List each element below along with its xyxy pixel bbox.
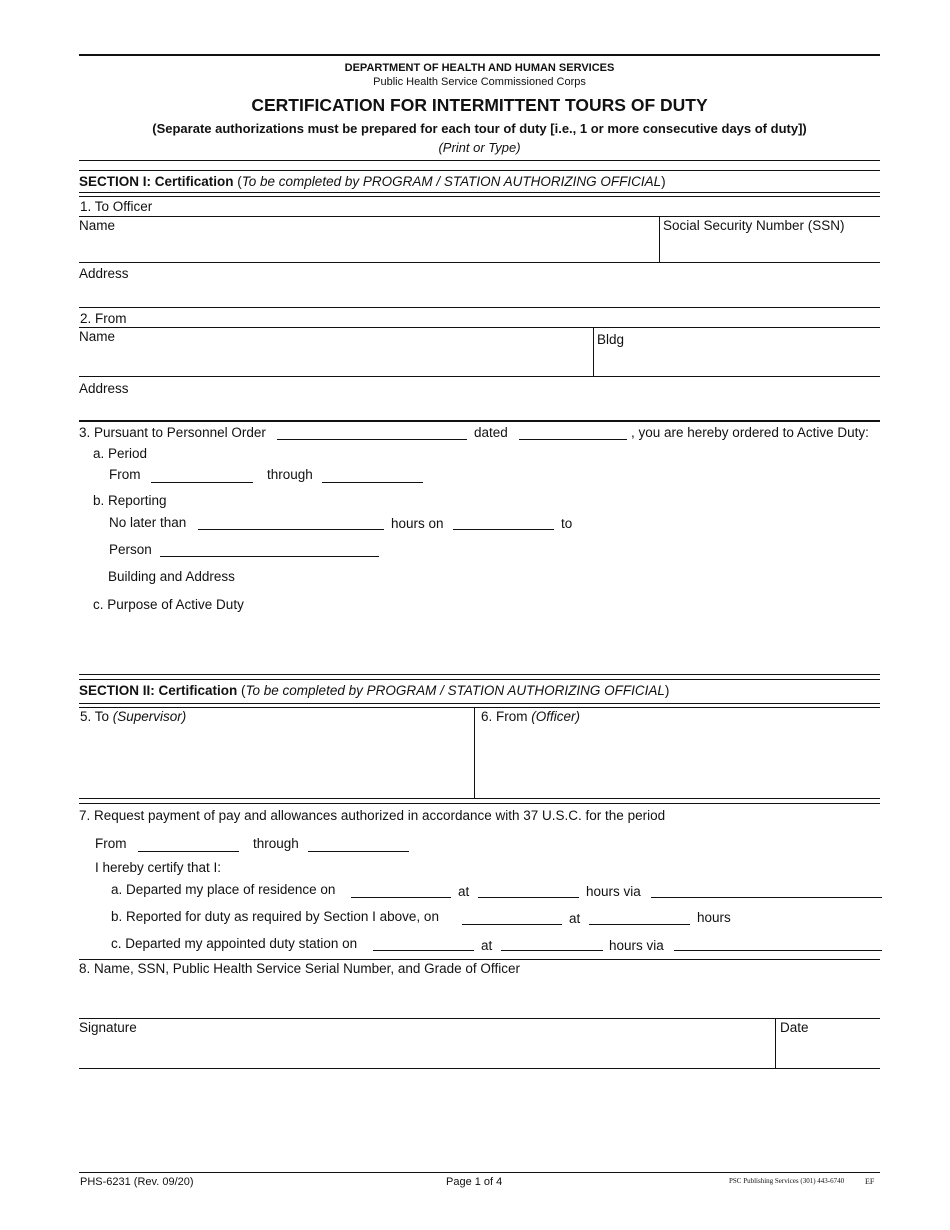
reporting-label: b. Reporting: [93, 493, 167, 508]
no-later-field[interactable]: [198, 529, 384, 530]
ordered-text: , you are hereby ordered to Active Duty:: [631, 425, 869, 440]
print-note: (Print or Type): [438, 140, 521, 155]
footer-rule: [79, 1172, 880, 1173]
pay-through-field[interactable]: [308, 851, 409, 852]
section2-top-rule-b: [79, 679, 880, 680]
departed-station-via-field[interactable]: [674, 950, 882, 951]
section1-top-rule-a: [79, 160, 880, 161]
section2-box-bottom-rule-b: [79, 803, 880, 804]
section2-box-bottom-rule-a: [79, 798, 880, 799]
page-number: Page 1 of 4: [446, 1176, 503, 1188]
reported-duty-date-field[interactable]: [462, 924, 562, 925]
from-label: 2. From: [80, 311, 127, 326]
to-officer-rule: [79, 216, 880, 217]
to-officer-name-bottom-rule: [79, 262, 880, 263]
to-label: to: [561, 516, 573, 531]
departed-station-hours-via-label: hours via: [609, 938, 664, 953]
departed-residence-at-label: at: [458, 884, 470, 899]
officer-label: 6. From (Officer): [481, 709, 581, 724]
hours-on-field[interactable]: [453, 529, 554, 530]
to-officer-label: 1. To Officer: [80, 199, 153, 214]
supervisor-label: 5. To (Supervisor): [80, 709, 187, 724]
officer-identity-label: 8. Name, SSN, Public Health Service Serial Number, and Grade of Officer: [79, 961, 520, 976]
period-through-field[interactable]: [322, 482, 423, 483]
signature-top-rule: [79, 1018, 880, 1019]
departed-residence-hours-via-label: hours via: [586, 884, 641, 899]
dated-label: dated: [474, 425, 508, 440]
section2-heading: SECTION II: Certification (To be completed by PROGRAM / STATION AUTHORIZING OFFICIAL): [79, 683, 670, 698]
dated-field[interactable]: [519, 439, 627, 440]
section2-heading-rule-a: [79, 703, 880, 704]
item8-top-rule: [79, 959, 880, 960]
from-rule: [79, 327, 880, 328]
personnel-order-field[interactable]: [277, 439, 467, 440]
to-officer-address-bottom-rule: [79, 307, 880, 308]
departed-residence-text: a. Departed my place of residence on: [111, 882, 336, 897]
departed-residence-date-field[interactable]: [351, 897, 451, 898]
period-from-field[interactable]: [151, 482, 253, 483]
from-name-bottom-rule: [79, 376, 880, 377]
top-rule: [79, 54, 880, 56]
request-payment-text: 7. Request payment of pay and allowances authorized in accordance with 37 U.S.C. for the period: [79, 808, 666, 823]
departed-residence-via-field[interactable]: [651, 897, 882, 898]
building-address-label: Building and Address: [108, 569, 235, 584]
to-officer-address-label: Address: [79, 266, 129, 281]
certify-text: I hereby certify that I:: [95, 860, 222, 875]
section1-heading-rule-b: [79, 196, 880, 197]
section2-top-rule-a: [79, 674, 880, 675]
form-title: CERTIFICATION FOR INTERMITTENT TOURS OF DUTY: [251, 95, 708, 115]
person-field[interactable]: [160, 556, 379, 557]
department-name: DEPARTMENT OF HEALTH AND HUMAN SERVICES: [344, 62, 615, 74]
no-later-label: No later than: [109, 515, 187, 530]
purpose-label: c. Purpose of Active Duty: [93, 597, 244, 612]
section1-top-rule-b: [79, 170, 880, 171]
from-name-label: Name: [79, 329, 116, 344]
pay-from-field[interactable]: [138, 851, 239, 852]
pay-from-label: From: [95, 836, 127, 851]
form-id: PHS-6231 (Rev. 09/20): [80, 1176, 194, 1188]
agency-name: Public Health Service Commissioned Corps: [373, 76, 586, 88]
departed-station-hours-field[interactable]: [501, 950, 603, 951]
section2-heading-rule-b: [79, 707, 880, 708]
reported-duty-hours-label: hours: [697, 910, 731, 925]
pay-through-label: through: [253, 836, 299, 851]
from-address-label: Address: [79, 381, 129, 396]
date-label: Date: [780, 1020, 809, 1035]
section1-heading-rule-a: [79, 192, 880, 193]
ssn-label: Social Security Number (SSN): [663, 218, 845, 233]
section1-heading: SECTION I: Certification (To be completed by PROGRAM / STATION AUTHORIZING OFFICIAL): [79, 174, 666, 189]
publisher: PSC Publishing Services (301) 443-6740: [729, 1177, 845, 1185]
signature-date-divider: [775, 1018, 776, 1068]
period-label: a. Period: [93, 446, 148, 461]
reported-duty-hours-field[interactable]: [589, 924, 690, 925]
departed-station-date-field[interactable]: [373, 950, 474, 951]
form-subtitle: (Separate authorizations must be prepared for each tour of duty [i.e., 1 or more consecutive days of duty]): [152, 121, 807, 136]
reported-duty-text: b. Reported for duty as required by Section I above, on: [111, 909, 439, 924]
signature-label: Signature: [79, 1020, 137, 1035]
period-through-label: through: [267, 467, 313, 482]
reported-duty-at-label: at: [569, 911, 581, 926]
departed-station-text: c. Departed my appointed duty station on: [111, 936, 358, 951]
to-officer-name-label: Name: [79, 218, 116, 233]
pursuant-label: 3. Pursuant to Personnel Order: [79, 425, 266, 440]
person-label: Person: [109, 542, 152, 557]
bldg-divider: [593, 327, 594, 376]
ef-mark: EF: [865, 1177, 875, 1186]
departed-station-at-label: at: [481, 938, 493, 953]
from-address-bottom-rule: [79, 420, 880, 422]
ssn-divider: [659, 216, 660, 262]
hours-on-label: hours on: [391, 516, 444, 531]
supervisor-officer-divider: [474, 707, 475, 798]
bldg-label: Bldg: [597, 332, 625, 347]
signature-bottom-rule: [79, 1068, 880, 1069]
departed-residence-hours-field[interactable]: [478, 897, 579, 898]
period-from-label: From: [109, 467, 141, 482]
